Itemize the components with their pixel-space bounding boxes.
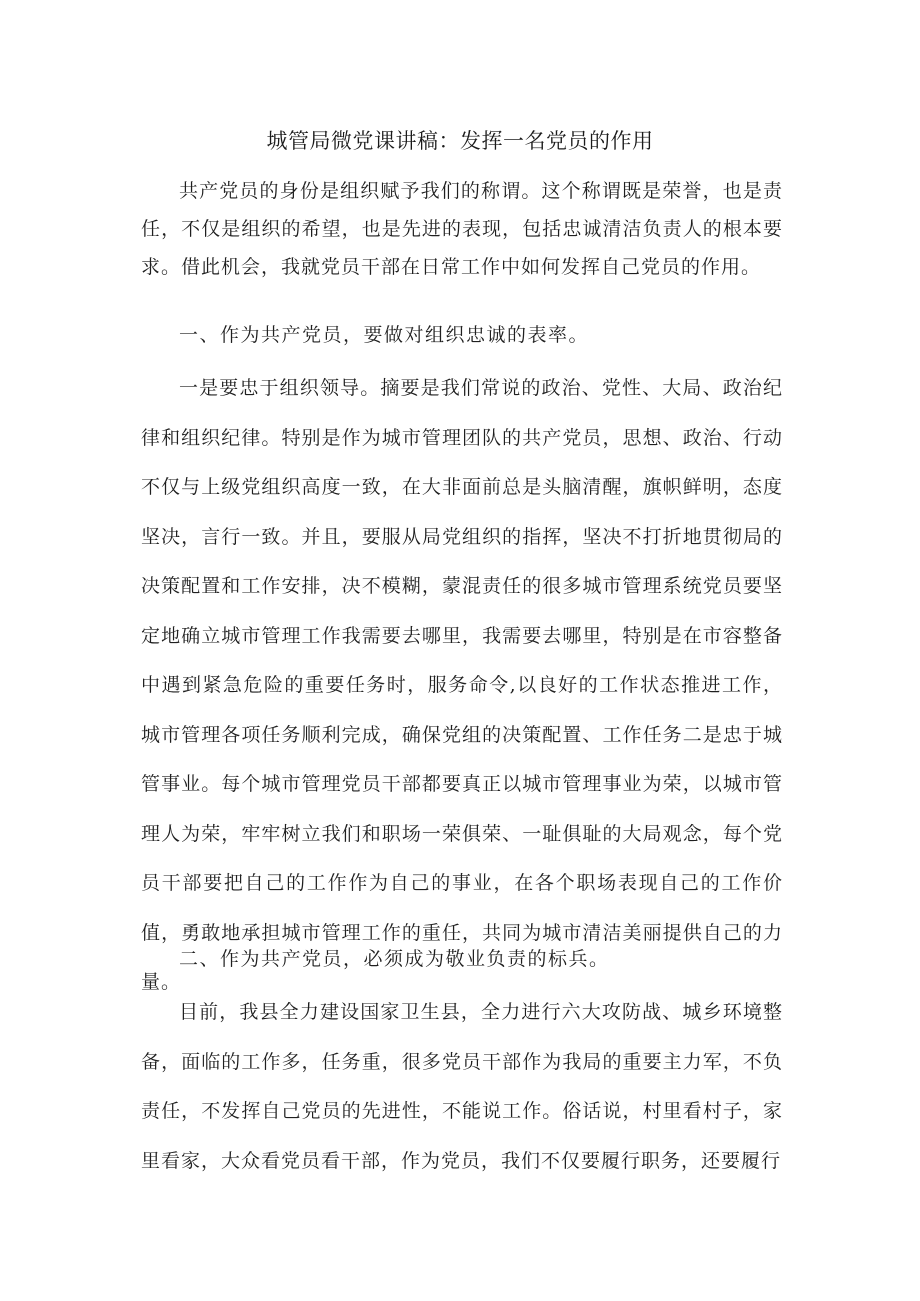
- document-title: 城管局微党课讲稿：发挥一名党员的作用: [266, 129, 654, 153]
- section-heading-2: 二、作为共产党员，必须成为敬业负责的标兵。: [179, 948, 610, 970]
- paragraph-section-1: 一是要忠于组织领导。摘要是我们常说的政治、党性、大局、政治纪律和组织纪律。特别是作为城市管理团队的共产党员，思想、政治、行动不仅与上级党组织高度一致，在大非面前总是头脑清醒，旗帜鲜明，态度坚决，言行一致。并且，要服从局党组织的指挥，坚决不打折地贯彻局的决策配置和工作安排，决不模糊，蒙混责任的很多城市管理系统党员要坚定地确立城市管理工作我需要去哪里，我需要去哪里，特别是在市容整备中遇到紧急危险的重要任务时，服务命令,以良好的工作状态推进工作，城市管理各项任务顺利完成，确保党组的决策配置、工作任务二是忠于城管事业。每个城市管理党员干部都要真正以城市管理事业为荣，以城市管理人为荣，牢牢树立我们和职场一荣俱荣、一耻俱耻的大局观念，每个党员干部要把自己的工作作为自己的事业，在各个职场表现自己的工作价值，勇敢地承担城市管理工作的重任，共同为城市清洁美丽提供自己的力量。: [141, 377, 783, 993]
- paragraph-section-2: 目前，我县全力建设国家卫生县，全力进行六大攻防战、城乡环境整备，面临的工作多，任务重，很多党员干部作为我局的重要主力军，不负责任，不发挥自己党员的先进性，不能说工作。俗话说，村里看村子，家里看家，大众看党员看干部，作为党员，我们不仅要履行职务，还要履行: [141, 1001, 783, 1172]
- section-heading-1: 一、作为共产党员，要做对组织忠诚的表率。: [179, 324, 590, 346]
- paragraph-intro: 共产党员的身份是组织赋予我们的称谓。这个称谓既是荣誉，也是责任，不仅是组织的希望，也是先进的表现，包括忠诚清洁负责人的根本要求。借此机会，我就党员干部在日常工作中如何发挥自己党员的作用。: [141, 180, 783, 278]
